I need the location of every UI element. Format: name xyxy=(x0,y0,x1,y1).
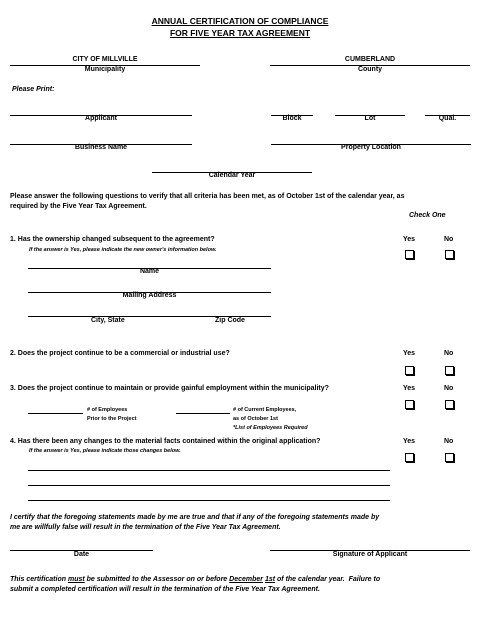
title-line-2: FOR FIVE YEAR TAX AGREEMENT xyxy=(169,28,311,38)
q2-no-checkbox[interactable] xyxy=(445,366,454,375)
changes-line-2[interactable] xyxy=(28,485,390,486)
q1-no-label: No xyxy=(444,236,454,243)
q4-yes-label: Yes xyxy=(403,438,416,445)
date-label: Date xyxy=(73,551,90,558)
question-3-text: 3. Does the project continue to maintain or provide gainful employment within the municipality? xyxy=(10,385,329,392)
q2-yes-checkbox[interactable] xyxy=(405,366,414,375)
q3-yes-checkbox[interactable] xyxy=(405,400,414,409)
q3-no-checkbox[interactable] xyxy=(445,400,454,409)
qual-label: Qual. xyxy=(438,115,457,122)
mailing-address-label: Mailing Address xyxy=(122,292,177,299)
question-1-text: 1. Has the ownership changed subsequent to the agreement? xyxy=(10,236,215,243)
property-location-label: Property Location xyxy=(341,144,401,151)
footer-text-1: This certification xyxy=(10,576,68,583)
question-2-text: 2. Does the project continue to be a commercial or industrial use? xyxy=(10,350,230,357)
employees-prior-line-2: Prior to the Project xyxy=(87,416,137,422)
q2-no-label: No xyxy=(444,350,454,357)
footer-must: must xyxy=(67,576,85,583)
county-label: County xyxy=(357,66,383,73)
employees-current-line-2: as of October 1st xyxy=(233,416,278,422)
city-state-label: City, State xyxy=(91,317,125,324)
changes-line-3[interactable] xyxy=(28,500,390,501)
q2-yes-label: Yes xyxy=(403,350,416,357)
calendar-year-label: Calendar Year xyxy=(208,172,256,179)
q4-no-checkbox[interactable] xyxy=(445,453,454,462)
employees-prior-field[interactable] xyxy=(28,413,83,414)
certification-line-2: me are willfully false will result in the termination of the Five Year Tax Agreement. xyxy=(10,524,281,531)
intro-line-1: Please answer the following questions to verify that all criteria has been met, as of October 1st of the calendar year, as xyxy=(10,193,405,200)
certification-line-1: I certify that the foregoing statements made by me are true and that if any of the foregoing statements made by xyxy=(10,514,380,521)
footer-line-1 xyxy=(10,575,380,585)
applicant-label: Applicant xyxy=(85,115,117,122)
changes-line-1[interactable] xyxy=(28,470,390,471)
q4-yes-checkbox[interactable] xyxy=(405,453,414,462)
q1-yes-label: Yes xyxy=(403,236,416,243)
footer-first: 1st xyxy=(264,576,276,583)
employees-list-note: *List of Employees Required xyxy=(233,425,308,431)
q3-no-label: No xyxy=(444,385,454,392)
footer-line-2: submit a completed certification will result in the termination of the Five Year Tax Agreement. xyxy=(10,586,320,593)
municipality-label: Municipality xyxy=(84,66,126,73)
employees-prior-label xyxy=(87,406,137,424)
certification-statement xyxy=(10,513,379,533)
q1-no-checkbox[interactable] xyxy=(445,250,454,259)
municipality-value[interactable]: CITY OF MILLVILLE xyxy=(72,56,138,63)
q4-no-label: No xyxy=(444,438,454,445)
please-print-label: Please Print: xyxy=(12,86,55,93)
zip-code-label: Zip Code xyxy=(215,317,245,324)
question-4-text: 4. Has there been any changes to the material facts contained within the original application? xyxy=(10,438,321,445)
county-value[interactable]: CUMBERLAND xyxy=(344,56,396,63)
block-label: Block xyxy=(282,115,302,122)
footer-text-3: of the calendar year. Failure to xyxy=(275,576,381,583)
lot-label: Lot xyxy=(364,115,376,122)
footer-note xyxy=(10,575,380,595)
check-one-label: Check One xyxy=(409,212,446,219)
q3-yes-label: Yes xyxy=(403,385,416,392)
new-owner-name-label: Name xyxy=(139,268,160,275)
signature-label: Signature of Applicant xyxy=(332,551,408,558)
employees-prior-line-1: # of Employees xyxy=(87,407,128,413)
intro-line-2: required by the Five Year Tax Agreement. xyxy=(10,203,147,210)
question-1-note: If the answer is Yes, please indicate the new owner's information below. xyxy=(29,247,217,253)
intro-text xyxy=(10,192,475,212)
title-line-1: ANNUAL CERTIFICATION OF COMPLIANCE xyxy=(151,16,329,26)
employees-current-field[interactable] xyxy=(176,413,230,414)
footer-text-2: be submitted to the Assessor on or before xyxy=(84,576,230,583)
business-name-label: Business Name xyxy=(74,144,128,151)
employees-current-label xyxy=(233,406,308,433)
footer-december: December xyxy=(229,576,263,583)
question-4-note: If the answer is Yes, please indicate those changes below. xyxy=(29,448,181,454)
q1-yes-checkbox[interactable] xyxy=(405,250,414,259)
employees-current-line-1: # of Current Employees, xyxy=(233,407,297,413)
form-title xyxy=(0,15,480,39)
